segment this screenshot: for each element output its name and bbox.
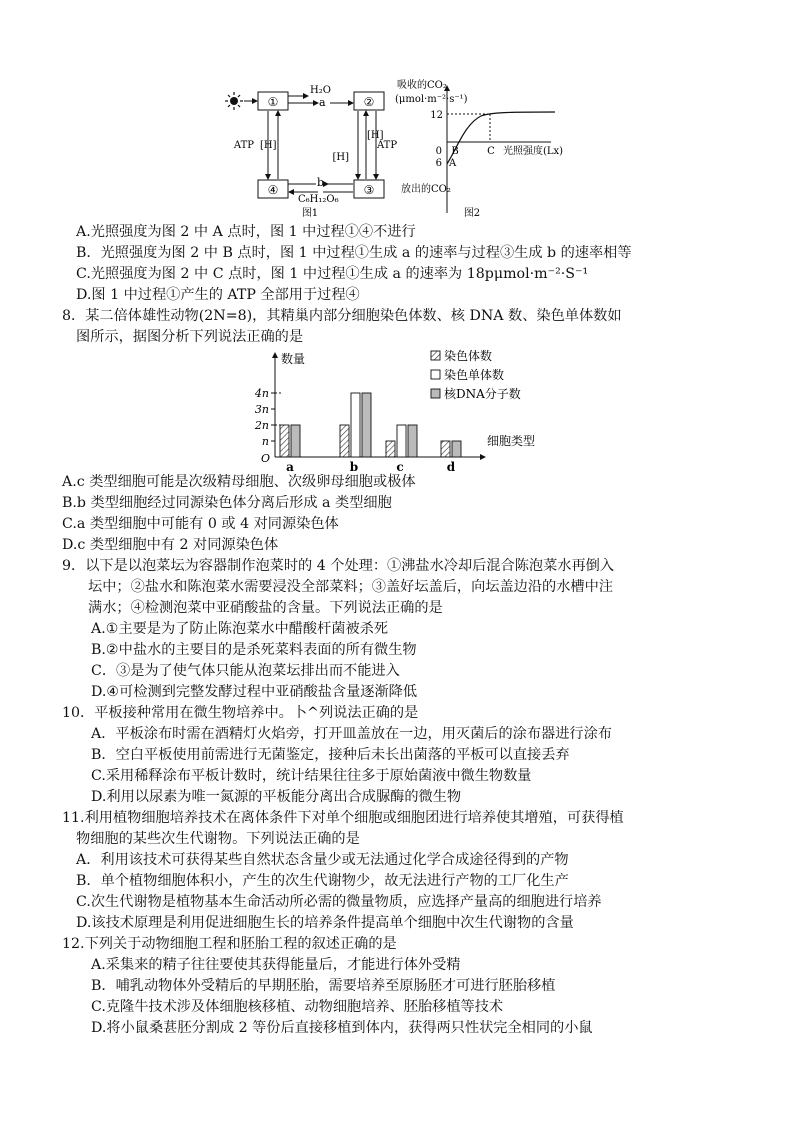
q8-option-d: D.c 类型细胞中有 2 对同源染色体 xyxy=(62,537,279,553)
q10-option-b: B．空白平板使用前需进行无菌鉴定，接种后未长出菌落的平板可以直接丢弃 xyxy=(91,747,570,763)
q9-stem-line-1: 9．以下是以泡菜坛为容器制作泡菜时的 4 个处理：①沸盐水冷却后混合陈泡菜水再倒入 xyxy=(62,558,615,574)
bar-b-series-1 xyxy=(340,425,349,457)
bar-b-series-2 xyxy=(351,393,360,457)
q11-option-a: A．利用该技术可获得某些自然状态含量少或无法通过化学合成途径得到的产物 xyxy=(76,852,569,868)
box-1-label: ① xyxy=(267,95,279,109)
q10-option-a: A．平板涂布时需在酒精灯火焰旁，打开皿盖放在一边，用灭菌后的涂布器进行涂布 xyxy=(91,726,612,742)
q7-option-c: C.光照强度为图 2 中 C 点时，图 1 中过程①生成 a 的速率为 18pμmol·m⁻²·S⁻¹ xyxy=(76,266,589,282)
sun-icon xyxy=(225,92,243,110)
q11-option-d: D.该技术原理是利用促进细胞生长的培养条件提高单个细胞中次生代谢物的含量 xyxy=(76,915,574,931)
point-c-label: C xyxy=(487,146,495,157)
q11-option-c: C.次生代谢物是植物基本生命活动所必需的微量物质，应选择产量高的细胞进行培养 xyxy=(76,894,602,910)
h-right-top-label: [H] xyxy=(367,130,384,141)
bar-c-series-3 xyxy=(408,425,417,457)
bar-c-series-2 xyxy=(397,425,406,457)
q10-option-d: D.利用以尿素为唯一氮源的平板能分离出合成脲酶的微生物 xyxy=(91,789,462,805)
origin-label: 0 xyxy=(435,146,442,157)
y6-tick-label: 6 xyxy=(435,158,442,169)
q12-option-d: D.将小鼠桑葚胚分割成 2 等份后直接移植到体内，获得两只性状完全相同的小鼠 xyxy=(91,1020,593,1036)
b-label: b xyxy=(317,176,325,189)
bar-c-series-1 xyxy=(386,441,395,457)
bar-b-series-3 xyxy=(362,393,371,457)
q11-stem-line-2: 物细胞的某些次生代谢物。下列说法正确的是 xyxy=(76,831,360,847)
atp-left-label: ATP xyxy=(233,140,254,151)
chart-y-tick-label: 3n xyxy=(254,403,269,416)
figure-1-caption: 图1 xyxy=(301,208,319,219)
chart-y-tick-label: 4n xyxy=(254,387,269,400)
q7-option-b: B．光照强度为图 2 中 B 点时，图 1 中过程①生成 a 的速率与过程③生成 b 的速率相等 xyxy=(76,245,632,261)
y-axis-bottom-label: 放出的CO₂ xyxy=(401,184,451,195)
q10-option-c: C.采用稀释涂布平板计数时，统计结果往往多于原始菌液中微生物数量 xyxy=(91,768,532,784)
q12-option-c: C.克隆牛技术涉及体细胞核移植、动物细胞培养、胚胎移植等技术 xyxy=(91,999,504,1015)
q12-option-a: A.采集来的精子往往要使其获得能量后，才能进行体外受精 xyxy=(91,957,461,973)
bar-a-series-3 xyxy=(291,425,300,457)
figure-2-caption: 图2 xyxy=(463,208,481,219)
chart-y-tick-label: n xyxy=(261,435,269,448)
h2o-label: H₂O xyxy=(310,85,331,96)
box-4-label: ④ xyxy=(267,183,279,197)
y12-tick-label: 12 xyxy=(430,110,443,121)
cell-type-bar-chart xyxy=(245,345,575,474)
bar-d-series-1 xyxy=(441,441,450,457)
q8-option-b: B.b 类型细胞经过同源染色体分离后形成 a 类型细胞 xyxy=(62,495,392,511)
h-left-label: [H] xyxy=(260,140,277,151)
legend-swatch-1 xyxy=(431,351,440,360)
q9-option-c: C．③是为了使气体只能从泡菜坛排出而不能进入 xyxy=(91,663,400,679)
q8-option-c: C.a 类型细胞中可能有 0 或 4 对同源染色体 xyxy=(62,516,339,532)
y-axis-top-label: 吸收的CO₂ xyxy=(397,80,447,91)
figure-2-curve xyxy=(395,78,565,223)
a-label: a xyxy=(319,96,326,109)
q7-option-d: D.图 1 中过程①产生的 ATP 全部用于过程④ xyxy=(76,287,360,303)
q8-stem-line-1: 8．某二倍体雄性动物(2N=8)，其精巢内部分细胞染色体数、核 DNA 数、染色单体数如 xyxy=(62,308,622,324)
q8-stem-line-2: 图所示，据图分析下列说法正确的是 xyxy=(76,329,304,345)
point-a-label: A xyxy=(449,158,457,169)
chart-y-tick-label: 2n xyxy=(254,419,269,432)
q9-option-a: A.①主要是为了防止陈泡菜水中醋酸杆菌被杀死 xyxy=(91,621,389,637)
q9-stem-line-3: 满水；④检测泡菜中亚硝酸盐的含量。下列说法正确的是 xyxy=(88,600,443,616)
q11-option-b: B．单个植物细胞体积小，产生的次生代谢物少，故无法进行产物的工厂化生产 xyxy=(76,873,569,889)
q9-option-d: D.④可检测到完整发酵过程中亚硝酸盐含量逐渐降低 xyxy=(91,684,418,700)
legend-swatch-3 xyxy=(431,389,440,398)
box-3-label: ③ xyxy=(363,183,375,197)
q12-stem: 12.下列关于动物细胞工程和胚胎工程的叙述正确的是 xyxy=(62,936,397,952)
chart-category-label: b xyxy=(349,460,359,474)
x-axis-label: 光照强度(Lx) xyxy=(503,146,564,157)
chart-x-label: 细胞类型 xyxy=(487,434,536,448)
chart-category-label: c xyxy=(396,460,404,474)
figure-1-diagram xyxy=(218,82,398,222)
q8-option-a: A.c 类型细胞可能是次级精母细胞、次级卵母细胞或极体 xyxy=(62,474,416,490)
legend-swatch-2 xyxy=(431,370,440,379)
q9-stem-line-2: 坛中；②盐水和陈泡菜水需要浸没全部菜料；③盖好坛盖后，向坛盖边沿的水槽中注 xyxy=(88,579,613,595)
legend-label-1: 染色体数 xyxy=(444,349,493,363)
point-b-label: B xyxy=(451,146,459,157)
q9-option-b: B.②中盐水的主要目的是杀死菜料表面的所有微生物 xyxy=(91,642,417,658)
q10-stem: 10．平板接种常用在微生物培养中。卜^列说法正确的是 xyxy=(62,705,419,721)
box-2-label: ② xyxy=(363,95,375,109)
bar-d-series-3 xyxy=(452,441,461,457)
bar-a-series-1 xyxy=(280,425,289,457)
glucose-label: C₆H₁₂O₆ xyxy=(298,194,339,205)
y-axis-unit-label: (μmol·m⁻²·s⁻¹) xyxy=(395,94,468,105)
legend-label-2: 染色单体数 xyxy=(444,368,505,382)
chart-origin-label: O xyxy=(261,452,271,465)
q7-option-a: A.光照强度为图 2 中 A 点时，图 1 中过程①④不进行 xyxy=(76,224,416,240)
chart-category-label: d xyxy=(446,460,456,474)
q11-stem-line-1: 11.利用植物细胞培养技术在离体条件下对单个细胞或细胞团进行培养使其增殖，可获得植 xyxy=(62,810,624,826)
atp-right-label: ATP xyxy=(377,140,398,151)
q12-option-b: B．哺乳动物体外受精后的早期胚胎，需要培养至原肠胚才可进行胚胎移植 xyxy=(91,978,556,994)
chart-category-label: a xyxy=(286,460,294,474)
h-right-bottom-label: [H] xyxy=(332,152,349,163)
chart-y-label: 数量 xyxy=(281,352,306,366)
legend-label-3: 核DNA分子数 xyxy=(444,387,521,401)
